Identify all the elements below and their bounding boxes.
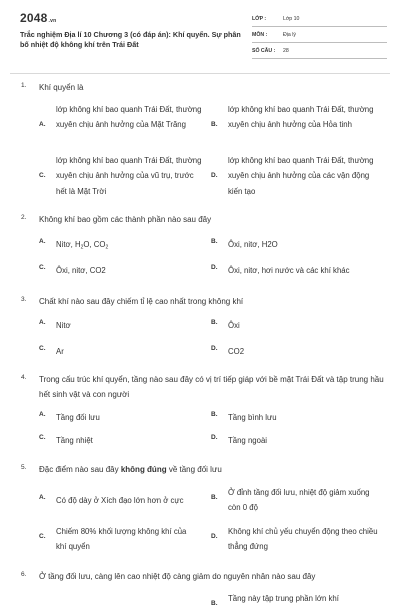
meta-value: Lớp 10 <box>283 15 300 22</box>
option-letter: B. <box>211 600 218 607</box>
option-letter: A. <box>39 411 46 418</box>
option-letter: D. <box>211 264 218 271</box>
option-text: lớp không khí bao quanh Trái Đất, thường xuyên chịu ảnh hưởng của vũ trụ, trước hết là Mặt Trời <box>56 156 202 196</box>
question-number: 5. <box>21 464 27 471</box>
option-text: Ôxi, nitơ, H2O <box>228 240 278 249</box>
question-header <box>0 294 400 308</box>
header-divider <box>10 73 390 74</box>
option-text: Ar <box>56 347 64 356</box>
question-emphasis: không đúng <box>120 465 167 474</box>
option-letter: A. <box>39 121 46 128</box>
option-letter: C. <box>39 533 46 540</box>
option-letter: B. <box>211 121 218 128</box>
question-text: Chất khí nào sau đây chiếm tỉ lệ cao nhất trong không khí <box>39 297 244 306</box>
formula-part: Nitơ, H <box>56 240 81 249</box>
option-letter: B. <box>211 238 218 245</box>
question-header <box>0 462 400 476</box>
subscript: 2 <box>80 244 84 251</box>
meta-row-count <box>252 43 387 59</box>
option-letter: D. <box>211 345 218 352</box>
meta-value: Địa lý <box>283 31 296 38</box>
question-text-start: Đặc điểm nào sau đây <box>39 465 121 474</box>
document-header <box>0 0 400 70</box>
option-text: Ôxi <box>228 321 240 330</box>
option-letter: A. <box>39 238 46 245</box>
option-text: Tầng bình lưu <box>228 413 277 422</box>
meta-table <box>252 11 387 59</box>
option-text: CO2 <box>228 347 245 356</box>
question-text: Trong cấu trúc khí quyển, tầng nào sau đây có vị trí tiếp giáp với bề mặt Trái Đất và tập trung hầu hết sinh vật và con người <box>39 375 384 399</box>
question-number: 2. <box>21 214 27 221</box>
option-letter: A. <box>39 319 46 326</box>
question-number: 4. <box>21 374 27 381</box>
meta-row-class <box>252 11 387 27</box>
question-4 <box>0 372 400 445</box>
question-number: 1. <box>21 82 27 89</box>
option-letter: A. <box>39 494 46 501</box>
option-letter: C. <box>39 434 46 441</box>
option-text: Tầng này tập trung phần lớn khí <box>228 594 339 603</box>
option-text: Không khí chủ yếu chuyển động theo chiều thẳng đứng <box>228 527 378 552</box>
option-text: Chiếm 80% khối lượng không khí của khí quyển <box>56 527 187 552</box>
question-5 <box>0 462 400 552</box>
logo-text: 2048 <box>20 11 48 25</box>
question-text: Ở tầng đối lưu, càng lên cao nhiệt độ càng giảm do nguyên nhân nào sau đây <box>39 572 316 581</box>
meta-label: LỚP : <box>252 15 267 22</box>
option-text: Tầng ngoài <box>228 436 268 445</box>
meta-label: SỐ CÂU : <box>252 47 276 54</box>
option-text: Nitơ <box>56 321 71 330</box>
question-number: 6. <box>21 571 27 578</box>
site-logo[interactable] <box>20 11 56 25</box>
option-text: Tầng đối lưu <box>56 413 100 422</box>
question-number: 3. <box>21 296 27 303</box>
option-letter: B. <box>211 494 218 501</box>
question-header <box>0 80 400 94</box>
formula-part: O, CO <box>83 240 106 249</box>
question-header <box>0 372 400 399</box>
option-letter: C. <box>39 172 46 179</box>
option-letter: D. <box>211 434 218 441</box>
option-text: Ôxi, nitơ, CO2 <box>56 266 106 275</box>
question-header <box>0 212 400 226</box>
option-letter: B. <box>211 411 218 418</box>
question-header <box>0 569 400 583</box>
option-letter: D. <box>211 533 218 540</box>
option-letter: C. <box>39 345 46 352</box>
meta-label: MÔN : <box>252 31 268 38</box>
question-6 <box>0 569 400 607</box>
question-text: Không khí bao gồm các thành phần nào sau đây <box>39 215 212 224</box>
subscript: 2 <box>105 244 109 251</box>
question-text-end: về tầng đối lưu <box>166 465 222 474</box>
meta-value: 28 <box>283 47 289 54</box>
option-text: lớp không khí bao quanh Trái Đất, thường xuyên chịu ảnh hưởng của Mặt Trăng <box>56 105 202 130</box>
question-text <box>39 462 384 477</box>
document-title: Trắc nghiệm Địa lí 10 Chương 3 (có đáp án): Khí quyển. Sự phân bố nhiệt độ không khí trên Trái Đất <box>20 30 241 49</box>
option-text: lớp không khí bao quanh Trái Đất, thường xuyên chịu ảnh hưởng của Hỏa tinh <box>228 105 374 130</box>
option-text <box>56 237 206 256</box>
option-text: Ở đỉnh tầng đối lưu, nhiệt độ giảm xuống còn 0 độ <box>228 488 370 513</box>
meta-row-subject <box>252 27 387 43</box>
option-text: Có độ dày ở Xích đạo lớn hơn ở cực <box>56 496 184 505</box>
option-text: lớp không khí bao quanh Trái Đất, thường xuyên chịu ảnh hưởng của các vận động kiến tạo <box>228 156 374 196</box>
question-3 <box>0 294 400 356</box>
option-letter: B. <box>211 319 218 326</box>
option-text: Tầng nhiệt <box>56 436 93 445</box>
option-text: Ôxi, nitơ, hơi nước và các khí khác <box>228 266 350 275</box>
question-1 <box>0 80 400 196</box>
option-letter: C. <box>39 264 46 271</box>
question-text: Khí quyển là <box>39 83 84 92</box>
logo-suffix: .vn <box>48 18 57 24</box>
option-letter: D. <box>211 172 218 179</box>
question-2 <box>0 212 400 275</box>
